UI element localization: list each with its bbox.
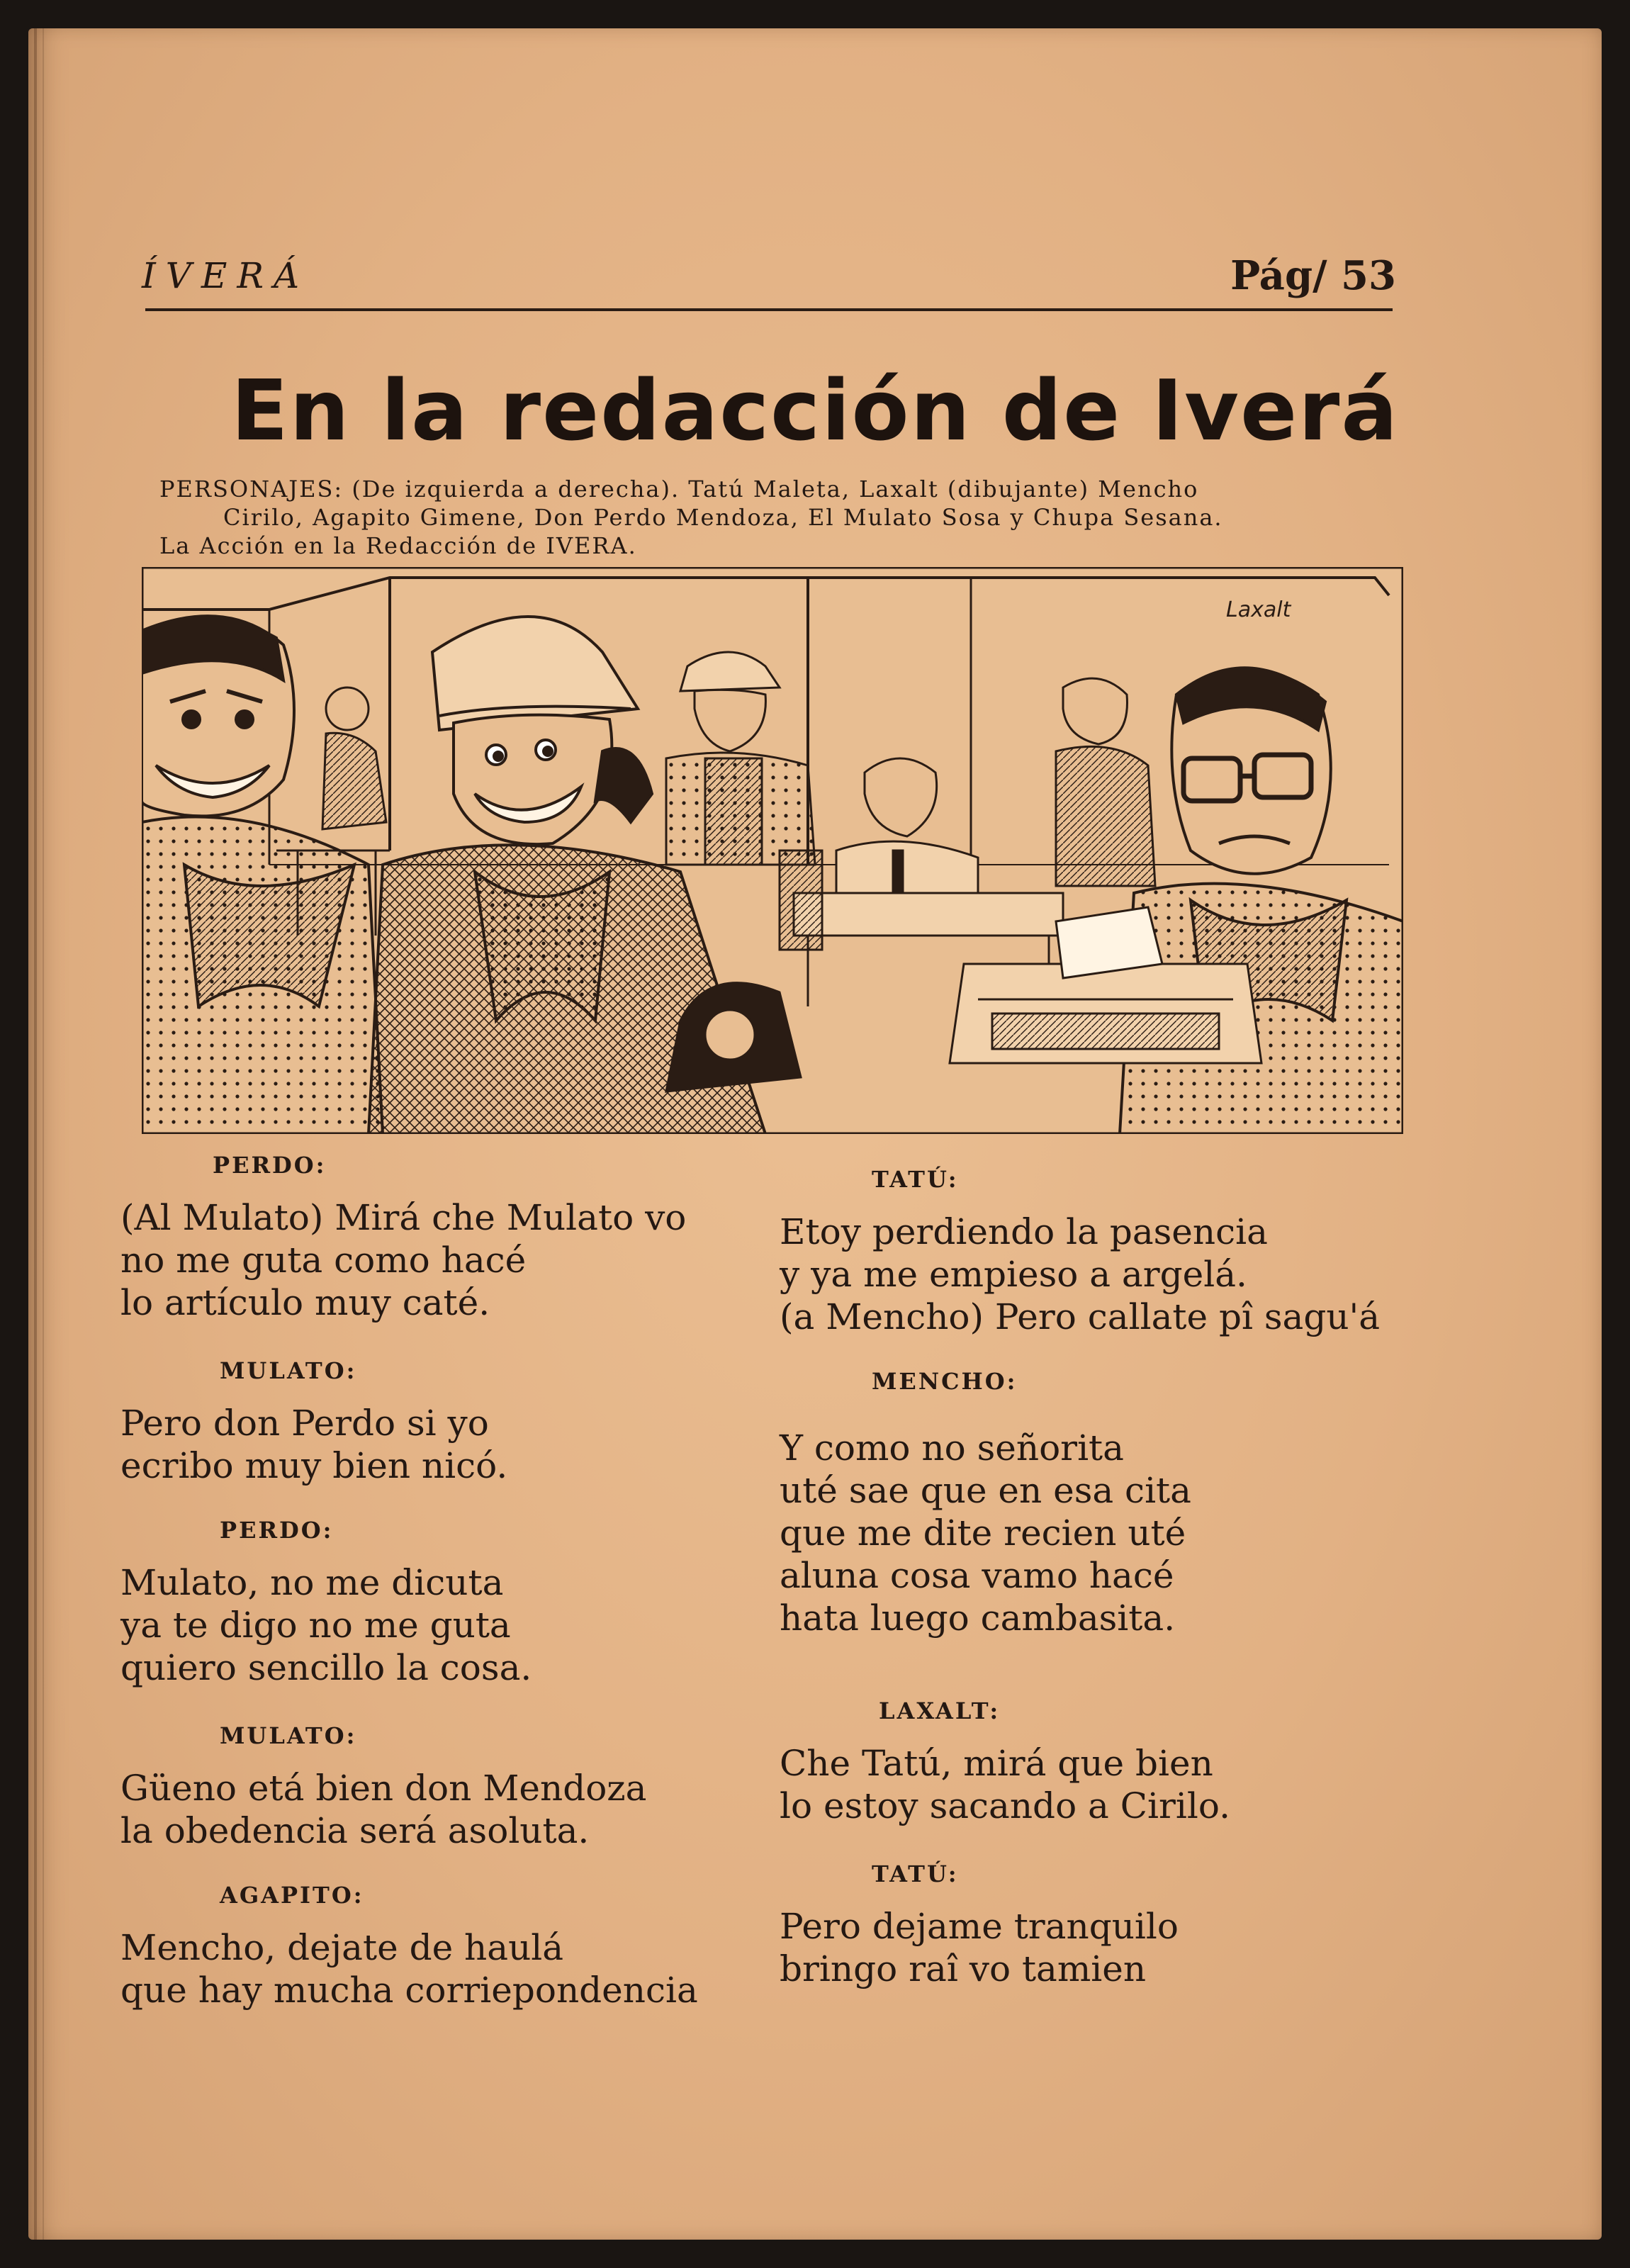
speaker-label: AGAPITO: <box>220 1882 364 1909</box>
speaker-label: MULATO: <box>220 1357 357 1384</box>
verse-line: lo estoy sacando a Cirilo. <box>780 1785 1231 1826</box>
page-number: Pág/ 53 <box>1230 252 1396 299</box>
verse <box>780 1427 1191 1639</box>
page-title: En la redacción de Iverá <box>231 361 1399 459</box>
verse-line: bringo raî vo tamien <box>780 1948 1147 1989</box>
verse-line: Etoy perdiendo la pasencia <box>780 1211 1268 1252</box>
speaker-label: TATÚ: <box>872 1860 959 1887</box>
verse-line: ya te digo no me guta <box>120 1605 511 1646</box>
speaker-label: PERDO: <box>213 1152 327 1179</box>
verse <box>120 1402 507 1487</box>
verse <box>120 1926 698 2011</box>
verse <box>780 1211 1380 1338</box>
verse-line: Y como no señorita <box>780 1427 1124 1469</box>
verse-line: Mencho, dejate de haulá <box>120 1927 564 1968</box>
verse-line: que hay mucha corriepondencia <box>120 1970 698 2011</box>
verse-line: uté sae que en esa cita <box>780 1470 1191 1511</box>
verse-line: que me dite recien uté <box>780 1512 1186 1554</box>
verse <box>120 1767 646 1852</box>
verse-line: Güeno etá bien don Mendoza <box>120 1768 647 1809</box>
verse-line: lo artículo muy caté. <box>120 1282 490 1323</box>
cartoon-illustration <box>142 567 1403 1134</box>
verse <box>120 1196 686 1324</box>
dialogue-block <box>120 1354 507 1487</box>
verse <box>780 1742 1230 1827</box>
speaker-label: LAXALT: <box>879 1697 1001 1724</box>
cast-line: PERSONAJES: (De izquierda a derecha). Tatú Maleta, Laxalt (dibujante) Mencho <box>159 476 1199 503</box>
speaker-label: PERDO: <box>220 1517 334 1544</box>
verse-line: y ya me empieso a argelá. <box>780 1254 1247 1295</box>
verse-line: (Al Mulato) Mirá che Mulato vo <box>120 1197 687 1238</box>
artist-signature: Laxalt <box>1226 597 1291 622</box>
verse-line: Che Tatú, mirá que bien <box>780 1743 1213 1784</box>
dialogue-block <box>120 1719 646 1852</box>
dialogue-block <box>780 1857 1179 1990</box>
verse-line: hata luego cambasita. <box>780 1598 1176 1639</box>
verse <box>120 1561 532 1689</box>
verse-line: ecribo muy bien nicó. <box>120 1445 508 1486</box>
dialogue-block <box>120 1148 686 1324</box>
dialogue-block <box>780 1694 1230 1827</box>
cartoon-drawing <box>142 567 1403 1134</box>
verse-line: quiero sencillo la cosa. <box>120 1647 532 1688</box>
binding-gutter <box>34 28 37 2240</box>
header-rule <box>145 308 1393 311</box>
binding-gutter-shadow <box>43 28 44 2240</box>
dialogue-block <box>120 1878 698 2011</box>
speaker-label: MENCHO: <box>872 1368 1018 1395</box>
dialogue-block <box>120 1513 532 1689</box>
cast-line: La Acción en la Redacción de IVERA. <box>159 532 637 559</box>
speaker-label: TATÚ: <box>872 1166 959 1193</box>
dialogue-block <box>780 1364 1191 1639</box>
verse-line: Pero don Perdo si yo <box>120 1403 489 1444</box>
verse <box>780 1905 1179 1990</box>
verse-line: aluna cosa vamo hacé <box>780 1555 1174 1596</box>
verse-line: no me guta como hacé <box>120 1240 527 1281</box>
page <box>28 28 1602 2240</box>
cast-list <box>159 475 1407 560</box>
verse-line: la obedencia será asoluta. <box>120 1810 590 1851</box>
cast-line: Cirilo, Agapito Gimene, Don Perdo Mendoza, El Mulato Sosa y Chupa Sesana. <box>223 504 1223 531</box>
dialogue-block <box>780 1162 1380 1338</box>
verse-line: Pero dejame tranquilo <box>780 1906 1179 1947</box>
speaker-label: MULATO: <box>220 1722 357 1749</box>
verse-line: (a Mencho) Pero callate pî sagu'á <box>780 1296 1381 1337</box>
running-title: ÍVERÁ <box>142 255 310 296</box>
verse-line: Mulato, no me dicuta <box>120 1562 504 1603</box>
